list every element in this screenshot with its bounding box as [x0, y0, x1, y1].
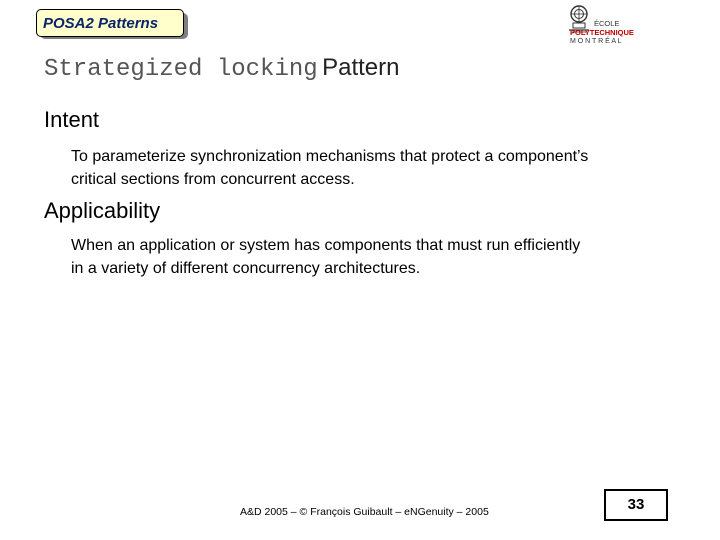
applicability-heading: Applicability — [44, 198, 161, 223]
school-logo — [566, 4, 650, 50]
intent-text: To parameterize synchronization mechanisms that protect a component’s critical sections from concurrent access. — [71, 148, 589, 188]
slide-title-pattern: Pattern — [322, 54, 400, 81]
logo-line-polytechnique: POLYTECHNIQUE — [570, 28, 634, 37]
intent-heading: Intent — [44, 107, 100, 132]
footer-credit: A&D 2005 – © François Guibault – eNGenuity – 2005 — [240, 506, 489, 518]
page-number: 33 — [604, 489, 668, 521]
slide-title — [44, 54, 400, 83]
header-tag-box — [36, 9, 184, 37]
slide-title-mono: Strategized locking — [44, 56, 318, 83]
applicability-text: When an application or system has components that must run efficiently in a variety of different concurrency architectures. — [71, 237, 581, 277]
logo-line-montreal: M O N T R É A L — [570, 38, 622, 45]
header-tag-label: POSA2 Patterns — [43, 15, 159, 32]
header-tag — [36, 9, 186, 37]
logo-line-ecole: ÉCOLE — [594, 19, 620, 28]
